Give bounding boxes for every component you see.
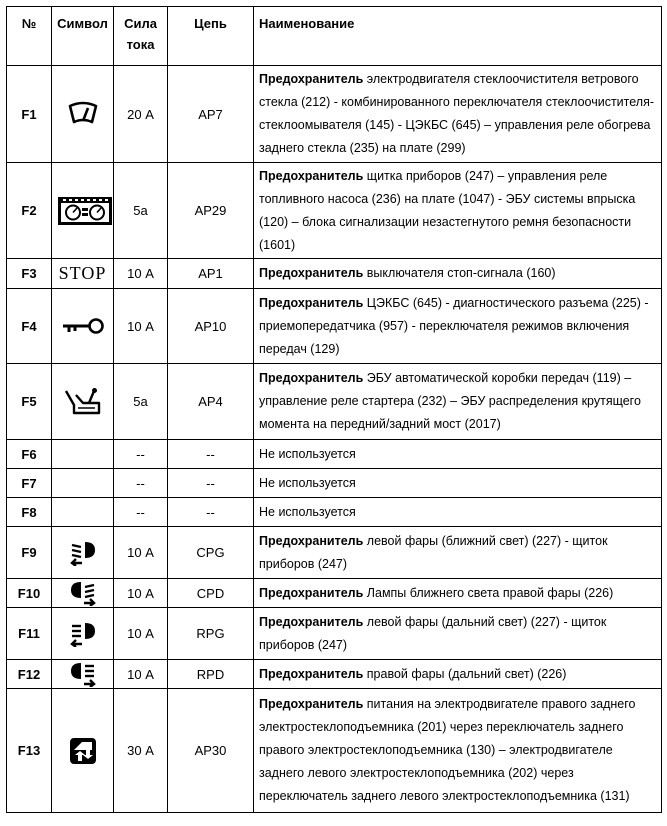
fuse-current: 5а — [114, 163, 168, 259]
key-icon — [52, 289, 114, 364]
fuse-circuit: -- — [168, 498, 254, 527]
header-num: № — [7, 7, 52, 66]
header-symbol: Символ — [52, 7, 114, 66]
fuse-number: F8 — [7, 498, 52, 527]
fuse-description-lead: Предохранитель — [259, 533, 364, 548]
fuse-description-lead: Предохранитель — [259, 266, 364, 280]
fuse-current: 5а — [114, 364, 168, 440]
fuse-circuit: CPG — [168, 527, 254, 579]
fuse-description — [254, 259, 662, 289]
fuse-description-lead: Предохранитель — [259, 295, 364, 310]
fuse-description-text: щитка приборов (247) – управления реле топливного насоса (236) на плате (1047) - ЭБУ системы впрыска (120) – блока сигнализации незастегнутого ремня безопасности (1601) — [259, 168, 636, 252]
fuse-description-text: Лампы ближнего света правой фары (226) — [363, 585, 614, 600]
fuse-number: F1 — [7, 66, 52, 163]
fuse-circuit: АР7 — [168, 66, 254, 163]
fuse-circuit: АР1 — [168, 259, 254, 289]
table-row — [7, 364, 662, 440]
header-circuit: Цепь — [168, 7, 254, 66]
fuse-description-text: ЦЭКБС (645) - диагностического разъема (225) - приемопередатчика (957) - переключателя режимов включения передач (129) — [259, 295, 649, 356]
fuse-description-text: левой фары (ближний свет) (227) - щиток приборов (247) — [259, 533, 608, 571]
left-low-beam-icon — [52, 527, 114, 579]
right-high-beam-icon — [52, 660, 114, 689]
fuse-circuit: -- — [168, 440, 254, 469]
fuse-number: F11 — [7, 608, 52, 660]
fuse-description-text: ЭБУ автоматической коробки передач (119) – управление реле стартера (232) – ЭБУ распределения крутящего момента на передний/задний мост (2017) — [259, 371, 641, 431]
fuse-circuit: АР4 — [168, 364, 254, 440]
fuse-number: F9 — [7, 527, 52, 579]
fuse-circuit: RPD — [168, 660, 254, 689]
fuse-description — [254, 469, 662, 498]
fuse-number: F3 — [7, 259, 52, 289]
table-row — [7, 259, 662, 289]
stop-label: STOP — [58, 263, 107, 283]
fuse-description-text: выключателя стоп-сигнала (160) — [363, 266, 556, 280]
table-row — [7, 440, 662, 469]
table-row — [7, 469, 662, 498]
fuse-description-text: Не используется — [259, 504, 356, 519]
fuse-number: F7 — [7, 469, 52, 498]
table-row — [7, 289, 662, 364]
fuse-description-text: левой фары (дальний свет) (227) - щиток приборов (247) — [259, 614, 607, 652]
table-row — [7, 660, 662, 689]
fuse-description-text: электродвигателя стеклоочистителя ветрового стекла (212) - комбинированного переключателя стеклоочистителя-стеклоомывателя (145) - ЦЭКБС (645) – управления реле обогрева заднего стекла (235) на плате (299) — [259, 72, 655, 155]
right-low-beam-icon — [52, 579, 114, 608]
wiper-icon — [52, 66, 114, 163]
fuse-current: 30 А — [114, 689, 168, 813]
fuse-current: 10 А — [114, 608, 168, 660]
fuse-number: F10 — [7, 579, 52, 608]
fuse-description-text: питания на электродвигателе правого заднего электростеклоподъемника (201) через переключатель заднего правого электростеклоподъемника (130) – электродвигателе заднего левого электростеклоподъемника (202) через переключатель заднего левого электростеклоподъемника (131) — [259, 697, 636, 803]
left-high-beam-icon — [52, 608, 114, 660]
table-row — [7, 579, 662, 608]
fuse-description — [254, 163, 662, 259]
table-row — [7, 608, 662, 660]
table-row — [7, 527, 662, 579]
fuse-description — [254, 289, 662, 364]
fuse-current: -- — [114, 440, 168, 469]
fuse-description-text: Не используется — [259, 446, 356, 461]
fuse-description-lead: Предохранитель — [259, 371, 364, 385]
fuse-description-lead: Предохранитель — [259, 666, 364, 681]
fuse-description — [254, 498, 662, 527]
fuse-description — [254, 579, 662, 608]
table-row — [7, 163, 662, 259]
fuse-current: -- — [114, 469, 168, 498]
fuse-circuit: -- — [168, 469, 254, 498]
instrument-cluster-icon — [52, 163, 114, 259]
empty-symbol — [52, 498, 114, 527]
fuse-number: F5 — [7, 364, 52, 440]
fuse-description — [254, 689, 662, 813]
fuse-description-lead: Предохранитель — [259, 697, 364, 711]
fuse-circuit: RPG — [168, 608, 254, 660]
empty-symbol — [52, 469, 114, 498]
fuse-description — [254, 527, 662, 579]
fuse-number: F2 — [7, 163, 52, 259]
fuse-description-lead: Предохранитель — [259, 585, 364, 600]
fuse-number: F13 — [7, 689, 52, 813]
stop-icon — [52, 259, 114, 289]
fuse-current: 10 А — [114, 289, 168, 364]
header-current: Сила тока — [114, 7, 168, 66]
table-body — [7, 66, 662, 813]
fuse-description — [254, 364, 662, 440]
fuse-number: F12 — [7, 660, 52, 689]
fuse-table — [6, 6, 662, 813]
fuse-description-lead: Предохранитель — [259, 168, 364, 183]
table-row — [7, 498, 662, 527]
fuse-number: F6 — [7, 440, 52, 469]
fuse-description-lead: Предохранитель — [259, 614, 364, 629]
fuse-description — [254, 660, 662, 689]
fuse-current: -- — [114, 498, 168, 527]
fuse-description-lead: Предохранитель — [259, 72, 364, 86]
fuse-current: 20 А — [114, 66, 168, 163]
table-header-row — [7, 7, 662, 66]
fuse-current: 10 А — [114, 660, 168, 689]
fuse-description — [254, 608, 662, 660]
power-window-icon — [52, 689, 114, 813]
fuse-number: F4 — [7, 289, 52, 364]
table-row — [7, 66, 662, 163]
fuse-circuit: АР29 — [168, 163, 254, 259]
fuse-current: 10 А — [114, 527, 168, 579]
fuse-circuit: CPD — [168, 579, 254, 608]
table-row — [7, 689, 662, 813]
fuse-current: 10 А — [114, 259, 168, 289]
fuse-description — [254, 440, 662, 469]
fuse-circuit: АР30 — [168, 689, 254, 813]
empty-symbol — [52, 440, 114, 469]
header-name: Наименование — [254, 7, 662, 66]
fuse-current: 10 А — [114, 579, 168, 608]
automatic-gearbox-icon — [52, 364, 114, 440]
fuse-description — [254, 66, 662, 163]
fuse-description-text: Не используется — [259, 475, 356, 490]
fuse-circuit: АР10 — [168, 289, 254, 364]
fuse-description-text: правой фары (дальний свет) (226) — [363, 666, 567, 681]
